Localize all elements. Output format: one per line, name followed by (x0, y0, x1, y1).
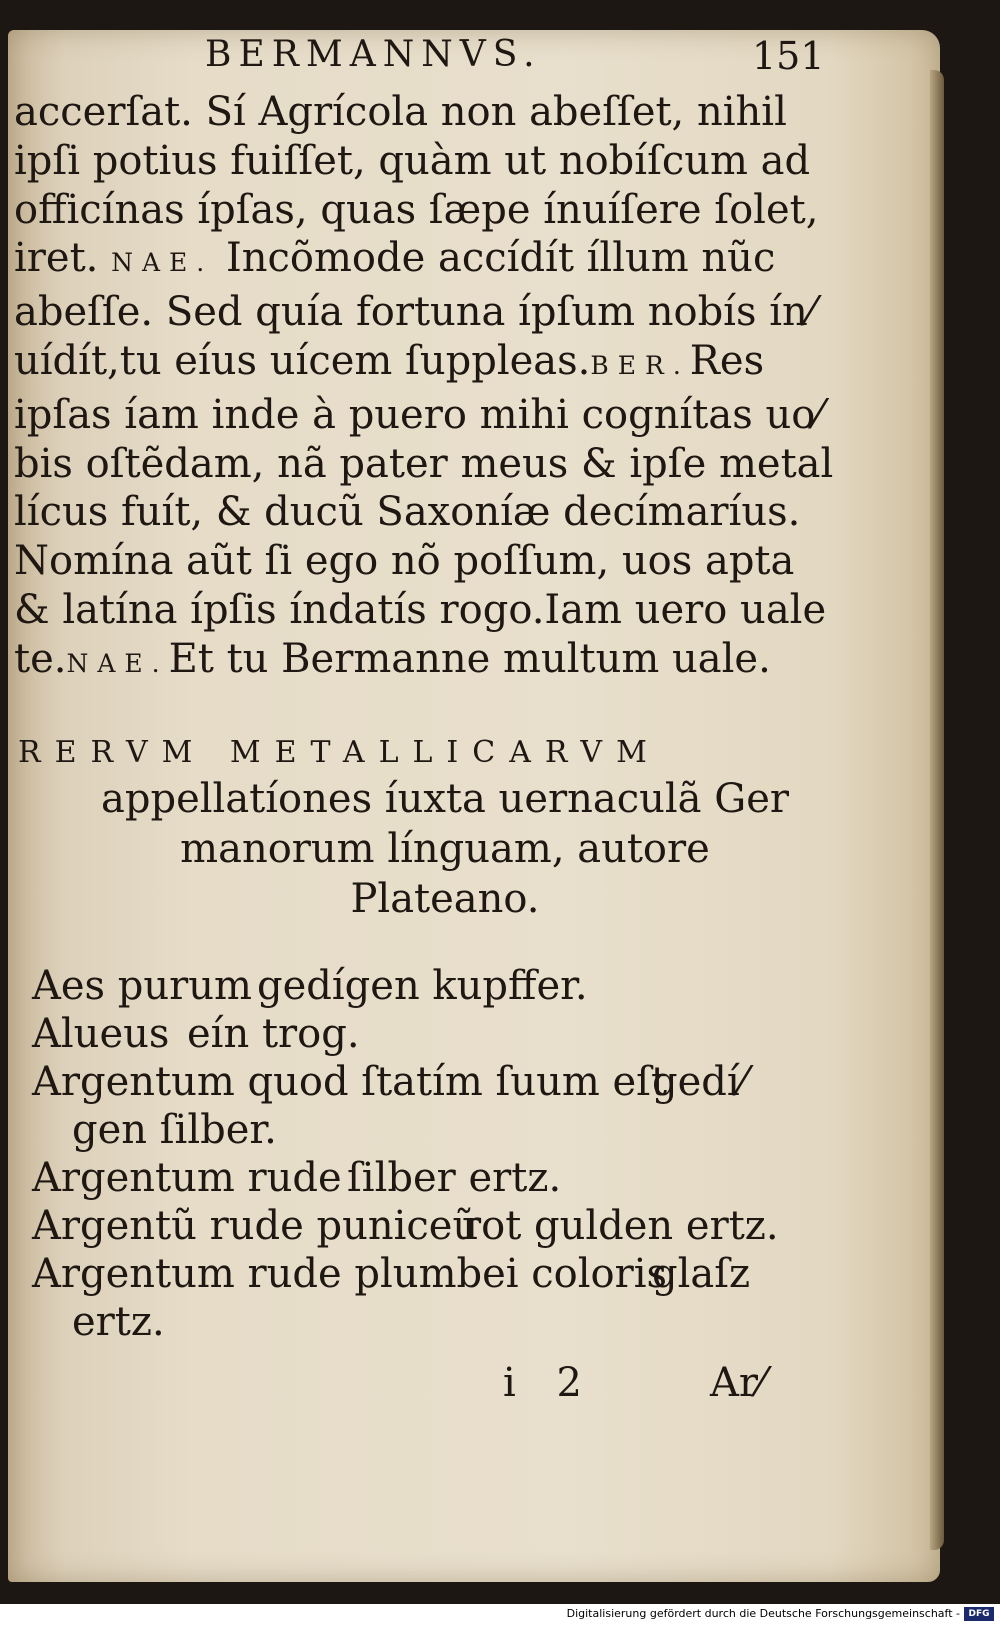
latin-term: Argentũ rude puniceũ (32, 1203, 479, 1249)
latin-term: Argentum rude plumbei coloris (32, 1251, 668, 1297)
footer-credit: Digitalisierung gefördert durch die Deutsche Forschungsgemeinschaft - (566, 1607, 960, 1620)
german-gloss: ſilber ertz. (347, 1155, 562, 1201)
latin-term: Aes purum (32, 963, 252, 1009)
dfg-logo: DFG (964, 1607, 994, 1621)
page-edge (930, 70, 944, 1550)
catchword: Ar⁄ (710, 1360, 765, 1406)
section-subtitle-line: manorum línguam, autore (180, 826, 710, 872)
text-line: bis oſtẽdam, nã pater meus & ipſe metal (14, 440, 834, 487)
text-line: ipſas íam inde à puero mihi cognítas uo⁄ (14, 391, 822, 438)
german-gloss: ertz. (72, 1299, 165, 1345)
german-gloss: rot gulden ertz. (462, 1203, 779, 1249)
german-gloss: eín trog. (187, 1011, 360, 1057)
dialogue-text (14, 88, 834, 689)
text-line: te.NAE.Et tu Bermanne multum uale. (14, 635, 771, 682)
text-line: ipſi potius fuiſſet, quàm ut nobíſcum ad (14, 137, 811, 184)
page-number: 151 (752, 34, 825, 78)
german-gloss: glaſz (652, 1251, 751, 1297)
german-gloss: gedígen kupffer. (257, 963, 588, 1009)
section-subtitle-line: Plateano. (350, 876, 540, 922)
section-heading: RERVM METALLICARVM (18, 735, 661, 770)
text-line: abeſſe. Sed quía fortuna ípſum nobís ín⁄ (14, 289, 815, 336)
german-gloss: gedí⁄ (652, 1059, 747, 1105)
text-line: iret. NAE. Incõmode accídít íllum nũc (14, 235, 776, 282)
german-gloss: gen ſilber. (72, 1107, 277, 1153)
text-line: officínas ípſas, quas ſæpe ínuíſere ſolet, (14, 186, 819, 233)
signature-mark: i 2 (503, 1360, 596, 1406)
text-line: lícus fuít, & ducũ Saxoníæ decímaríus. (14, 489, 801, 536)
text-line: accerſat. Sí Agrícola non abeſſet, nihil (14, 89, 787, 135)
text-line: Nomína aũt ſi ego nõ poſſum, uos apta (14, 538, 795, 585)
digitization-footer (0, 1604, 1000, 1625)
latin-term: Argentum rude (32, 1155, 342, 1201)
speaker-tag: BER. (590, 350, 690, 380)
latin-term: Alueus (32, 1011, 170, 1057)
latin-term: Argentum quod ſtatím ſuum eſt (32, 1059, 668, 1105)
speaker-tag: NAE. (111, 248, 214, 278)
text-line: & latína ípſis índatís rogo.Iam uero uale (14, 586, 827, 633)
speaker-tag: NAE. (66, 648, 169, 678)
text-line: uídít,tu eíus uícem ſuppleas.BER.Res (14, 337, 765, 384)
section-subtitle-line: appellatíones íuxta uernaculã Ger (101, 776, 789, 822)
running-head: BERMANNVS. (205, 34, 542, 75)
